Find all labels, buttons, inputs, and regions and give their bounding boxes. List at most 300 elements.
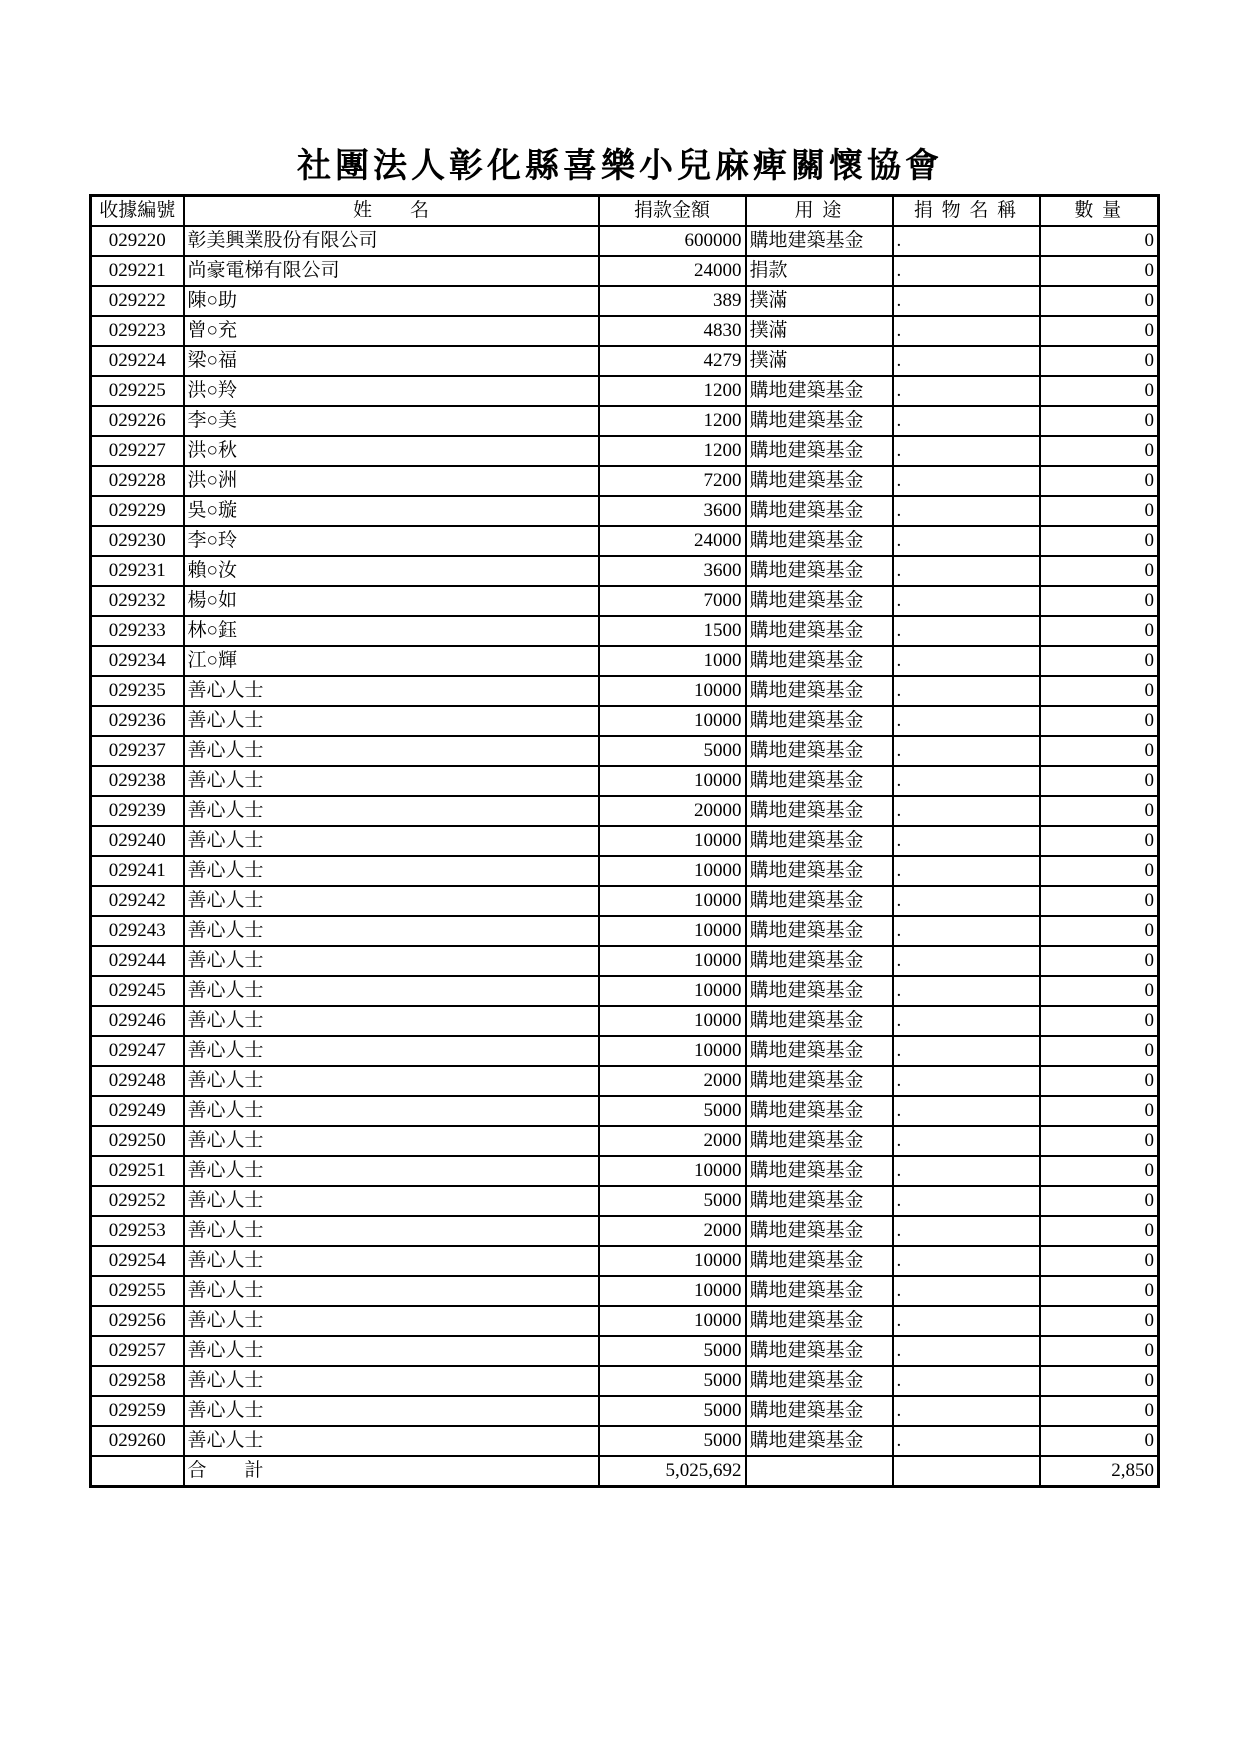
item-name-cell: .	[893, 976, 1040, 1006]
quantity-cell: 0	[1040, 1336, 1159, 1366]
purpose-cell: 撲滿	[746, 316, 893, 346]
amount-cell: 5000	[599, 1426, 746, 1456]
receipt-no-cell: 029254	[91, 1246, 184, 1276]
amount-cell: 1200	[599, 406, 746, 436]
purpose-cell: 購地建築基金	[746, 1396, 893, 1426]
table-row	[91, 1216, 1159, 1246]
purpose-cell: 購地建築基金	[746, 1006, 893, 1036]
header-receipt-no: 收據編號	[91, 196, 184, 227]
item-name-cell: .	[893, 916, 1040, 946]
quantity-cell: 0	[1040, 586, 1159, 616]
quantity-cell: 0	[1040, 226, 1159, 256]
quantity-cell: 0	[1040, 316, 1159, 346]
item-name-cell: .	[893, 376, 1040, 406]
item-name-cell: .	[893, 466, 1040, 496]
name-cell: 善心人士	[184, 1276, 599, 1306]
item-name-cell: .	[893, 1396, 1040, 1426]
amount-cell: 2000	[599, 1216, 746, 1246]
item-name-cell: .	[893, 676, 1040, 706]
table-row	[91, 1126, 1159, 1156]
quantity-cell: 0	[1040, 646, 1159, 676]
receipt-no-cell: 029238	[91, 766, 184, 796]
name-cell: 善心人士	[184, 1306, 599, 1336]
table-row	[91, 1066, 1159, 1096]
table-row	[91, 376, 1159, 406]
item-name-cell: .	[893, 1276, 1040, 1306]
donations-table	[89, 194, 1160, 1488]
table-row	[91, 556, 1159, 586]
amount-cell: 10000	[599, 856, 746, 886]
name-cell: 洪○秋	[184, 436, 599, 466]
quantity-cell: 0	[1040, 736, 1159, 766]
item-name-cell: .	[893, 1306, 1040, 1336]
amount-cell: 10000	[599, 1246, 746, 1276]
quantity-cell: 0	[1040, 1066, 1159, 1096]
purpose-cell: 購地建築基金	[746, 826, 893, 856]
table-row	[91, 1006, 1159, 1036]
quantity-cell: 0	[1040, 1216, 1159, 1246]
receipt-no-cell: 029224	[91, 346, 184, 376]
table-row	[91, 676, 1159, 706]
receipt-no-cell: 029255	[91, 1276, 184, 1306]
amount-cell: 24000	[599, 526, 746, 556]
table-row	[91, 226, 1159, 256]
item-name-cell: .	[893, 1066, 1040, 1096]
table-row	[91, 706, 1159, 736]
receipt-no-cell: 029229	[91, 496, 184, 526]
name-cell: 善心人士	[184, 976, 599, 1006]
purpose-cell: 購地建築基金	[746, 496, 893, 526]
table-row	[91, 976, 1159, 1006]
purpose-cell: 購地建築基金	[746, 1096, 893, 1126]
quantity-cell: 0	[1040, 286, 1159, 316]
amount-cell: 10000	[599, 1006, 746, 1036]
purpose-cell: 購地建築基金	[746, 1366, 893, 1396]
purpose-cell: 購地建築基金	[746, 796, 893, 826]
receipt-no-cell: 029223	[91, 316, 184, 346]
receipt-no-cell: 029235	[91, 676, 184, 706]
amount-cell: 2000	[599, 1126, 746, 1156]
purpose-cell: 購地建築基金	[746, 916, 893, 946]
table-row	[91, 1246, 1159, 1276]
quantity-cell: 0	[1040, 826, 1159, 856]
header-item-name: 捐 物 名 稱	[893, 196, 1040, 227]
table-row	[91, 466, 1159, 496]
name-cell: 曾○充	[184, 316, 599, 346]
amount-cell: 24000	[599, 256, 746, 286]
name-cell: 江○輝	[184, 646, 599, 676]
quantity-cell: 0	[1040, 1096, 1159, 1126]
table-row	[91, 406, 1159, 436]
receipt-no-cell: 029251	[91, 1156, 184, 1186]
purpose-cell: 購地建築基金	[746, 706, 893, 736]
purpose-cell: 購地建築基金	[746, 376, 893, 406]
name-cell: 善心人士	[184, 1246, 599, 1276]
name-cell: 楊○如	[184, 586, 599, 616]
item-name-cell: .	[893, 796, 1040, 826]
purpose-cell: 購地建築基金	[746, 1036, 893, 1066]
table-row	[91, 1096, 1159, 1126]
table-row	[91, 1156, 1159, 1186]
name-cell: 吳○璇	[184, 496, 599, 526]
amount-cell: 10000	[599, 676, 746, 706]
quantity-cell: 0	[1040, 1366, 1159, 1396]
amount-cell: 10000	[599, 1156, 746, 1186]
amount-cell: 1200	[599, 376, 746, 406]
quantity-cell: 0	[1040, 1006, 1159, 1036]
receipt-no-cell: 029244	[91, 946, 184, 976]
receipt-no-cell: 029230	[91, 526, 184, 556]
receipt-no-cell: 029221	[91, 256, 184, 286]
name-cell: 林○鈺	[184, 616, 599, 646]
amount-cell: 3600	[599, 556, 746, 586]
purpose-cell: 購地建築基金	[746, 886, 893, 916]
quantity-cell: 0	[1040, 766, 1159, 796]
item-name-cell: .	[893, 706, 1040, 736]
name-cell: 善心人士	[184, 916, 599, 946]
purpose-cell: 購地建築基金	[746, 646, 893, 676]
name-cell: 善心人士	[184, 706, 599, 736]
purpose-cell: 撲滿	[746, 286, 893, 316]
receipt-no-cell: 029250	[91, 1126, 184, 1156]
item-name-cell: .	[893, 1186, 1040, 1216]
table-row	[91, 1366, 1159, 1396]
amount-cell: 5000	[599, 1396, 746, 1426]
item-name-cell: .	[893, 766, 1040, 796]
quantity-cell: 0	[1040, 976, 1159, 1006]
table-row	[91, 586, 1159, 616]
table-body	[91, 226, 1159, 1456]
purpose-cell: 購地建築基金	[746, 586, 893, 616]
receipt-no-cell: 029226	[91, 406, 184, 436]
table-header-row	[91, 196, 1159, 227]
receipt-no-cell: 029248	[91, 1066, 184, 1096]
name-cell: 善心人士	[184, 1426, 599, 1456]
item-name-cell: .	[893, 256, 1040, 286]
document-title: 社團法人彰化縣喜樂小兒麻痺關懷協會	[297, 146, 943, 186]
receipt-no-cell: 029257	[91, 1336, 184, 1366]
name-cell: 善心人士	[184, 1006, 599, 1036]
receipt-no-cell: 029259	[91, 1396, 184, 1426]
item-name-cell: .	[893, 316, 1040, 346]
receipt-no-cell: 029227	[91, 436, 184, 466]
purpose-cell: 購地建築基金	[746, 556, 893, 586]
item-name-cell: .	[893, 646, 1040, 676]
item-name-cell: .	[893, 1096, 1040, 1126]
amount-cell: 7200	[599, 466, 746, 496]
total-amount: 5,025,692	[599, 1456, 746, 1487]
name-cell: 善心人士	[184, 1366, 599, 1396]
item-name-cell: .	[893, 1246, 1040, 1276]
item-name-cell: .	[893, 286, 1040, 316]
table-row	[91, 1336, 1159, 1366]
amount-cell: 5000	[599, 1336, 746, 1366]
name-cell: 賴○汝	[184, 556, 599, 586]
total-quantity: 2,850	[1040, 1456, 1159, 1487]
item-name-cell: .	[893, 736, 1040, 766]
purpose-cell: 購地建築基金	[746, 766, 893, 796]
item-name-cell: .	[893, 1156, 1040, 1186]
purpose-cell: 購地建築基金	[746, 856, 893, 886]
amount-cell: 2000	[599, 1066, 746, 1096]
name-cell: 善心人士	[184, 766, 599, 796]
purpose-cell: 購地建築基金	[746, 226, 893, 256]
purpose-cell: 捐款	[746, 256, 893, 286]
name-cell: 洪○羚	[184, 376, 599, 406]
receipt-no-cell: 029225	[91, 376, 184, 406]
name-cell: 李○玲	[184, 526, 599, 556]
quantity-cell: 0	[1040, 1186, 1159, 1216]
purpose-cell: 購地建築基金	[746, 616, 893, 646]
quantity-cell: 0	[1040, 346, 1159, 376]
quantity-cell: 0	[1040, 706, 1159, 736]
total-receipt-no	[91, 1456, 184, 1487]
name-cell: 善心人士	[184, 1096, 599, 1126]
item-name-cell: .	[893, 826, 1040, 856]
name-cell: 善心人士	[184, 1336, 599, 1366]
item-name-cell: .	[893, 436, 1040, 466]
receipt-no-cell: 029241	[91, 856, 184, 886]
table-row	[91, 616, 1159, 646]
name-cell: 陳○助	[184, 286, 599, 316]
name-cell: 尚豪電梯有限公司	[184, 256, 599, 286]
purpose-cell: 購地建築基金	[746, 1156, 893, 1186]
total-label: 合 計	[184, 1456, 599, 1487]
quantity-cell: 0	[1040, 616, 1159, 646]
amount-cell: 10000	[599, 976, 746, 1006]
name-cell: 洪○洲	[184, 466, 599, 496]
amount-cell: 10000	[599, 826, 746, 856]
table-row	[91, 856, 1159, 886]
name-cell: 善心人士	[184, 886, 599, 916]
table-row	[91, 1186, 1159, 1216]
receipt-no-cell: 029252	[91, 1186, 184, 1216]
receipt-no-cell: 029240	[91, 826, 184, 856]
amount-cell: 5000	[599, 736, 746, 766]
quantity-cell: 0	[1040, 466, 1159, 496]
table-row	[91, 766, 1159, 796]
table-row	[91, 916, 1159, 946]
table-row	[91, 826, 1159, 856]
receipt-no-cell: 029228	[91, 466, 184, 496]
header-name: 姓 名	[184, 196, 599, 227]
item-name-cell: .	[893, 1366, 1040, 1396]
name-cell: 善心人士	[184, 946, 599, 976]
quantity-cell: 0	[1040, 1036, 1159, 1066]
purpose-cell: 購地建築基金	[746, 526, 893, 556]
purpose-cell: 購地建築基金	[746, 1126, 893, 1156]
header-purpose: 用 途	[746, 196, 893, 227]
quantity-cell: 0	[1040, 1246, 1159, 1276]
table-row	[91, 286, 1159, 316]
quantity-cell: 0	[1040, 1306, 1159, 1336]
quantity-cell: 0	[1040, 1426, 1159, 1456]
item-name-cell: .	[893, 856, 1040, 886]
receipt-no-cell: 029249	[91, 1096, 184, 1126]
table-row	[91, 736, 1159, 766]
quantity-cell: 0	[1040, 556, 1159, 586]
name-cell: 彰美興業股份有限公司	[184, 226, 599, 256]
receipt-no-cell: 029233	[91, 616, 184, 646]
quantity-cell: 0	[1040, 676, 1159, 706]
purpose-cell: 購地建築基金	[746, 736, 893, 766]
quantity-cell: 0	[1040, 256, 1159, 286]
item-name-cell: .	[893, 1336, 1040, 1366]
table-row	[91, 646, 1159, 676]
item-name-cell: .	[893, 1006, 1040, 1036]
item-name-cell: .	[893, 406, 1040, 436]
quantity-cell: 0	[1040, 886, 1159, 916]
amount-cell: 5000	[599, 1366, 746, 1396]
purpose-cell: 購地建築基金	[746, 406, 893, 436]
item-name-cell: .	[893, 226, 1040, 256]
amount-cell: 10000	[599, 1306, 746, 1336]
quantity-cell: 0	[1040, 856, 1159, 886]
total-purpose	[746, 1456, 893, 1487]
amount-cell: 10000	[599, 916, 746, 946]
amount-cell: 1000	[599, 646, 746, 676]
amount-cell: 10000	[599, 706, 746, 736]
receipt-no-cell: 029239	[91, 796, 184, 826]
purpose-cell: 購地建築基金	[746, 1306, 893, 1336]
name-cell: 善心人士	[184, 1186, 599, 1216]
quantity-cell: 0	[1040, 1156, 1159, 1186]
amount-cell: 4279	[599, 346, 746, 376]
item-name-cell: .	[893, 886, 1040, 916]
name-cell: 善心人士	[184, 796, 599, 826]
item-name-cell: .	[893, 526, 1040, 556]
table-row	[91, 346, 1159, 376]
receipt-no-cell: 029245	[91, 976, 184, 1006]
amount-cell: 600000	[599, 226, 746, 256]
header-quantity: 數 量	[1040, 196, 1159, 227]
amount-cell: 5000	[599, 1096, 746, 1126]
amount-cell: 20000	[599, 796, 746, 826]
purpose-cell: 購地建築基金	[746, 1276, 893, 1306]
table-row	[91, 1276, 1159, 1306]
name-cell: 善心人士	[184, 676, 599, 706]
item-name-cell: .	[893, 1126, 1040, 1156]
purpose-cell: 購地建築基金	[746, 1426, 893, 1456]
total-row	[91, 1456, 1159, 1487]
receipt-no-cell: 029253	[91, 1216, 184, 1246]
name-cell: 善心人士	[184, 736, 599, 766]
item-name-cell: .	[893, 616, 1040, 646]
name-cell: 善心人士	[184, 1396, 599, 1426]
amount-cell: 10000	[599, 946, 746, 976]
header-amount: 捐款金額	[599, 196, 746, 227]
amount-cell: 5000	[599, 1186, 746, 1216]
amount-cell: 10000	[599, 766, 746, 796]
item-name-cell: .	[893, 1036, 1040, 1066]
purpose-cell: 購地建築基金	[746, 676, 893, 706]
table-row	[91, 316, 1159, 346]
receipt-no-cell: 029222	[91, 286, 184, 316]
name-cell: 善心人士	[184, 1156, 599, 1186]
amount-cell: 1200	[599, 436, 746, 466]
amount-cell: 4830	[599, 316, 746, 346]
amount-cell: 1500	[599, 616, 746, 646]
name-cell: 善心人士	[184, 1216, 599, 1246]
name-cell: 梁○福	[184, 346, 599, 376]
receipt-no-cell: 029260	[91, 1426, 184, 1456]
purpose-cell: 購地建築基金	[746, 1066, 893, 1096]
quantity-cell: 0	[1040, 1126, 1159, 1156]
amount-cell: 10000	[599, 886, 746, 916]
quantity-cell: 0	[1040, 946, 1159, 976]
amount-cell: 10000	[599, 1276, 746, 1306]
table-row	[91, 256, 1159, 286]
purpose-cell: 購地建築基金	[746, 1216, 893, 1246]
quantity-cell: 0	[1040, 526, 1159, 556]
receipt-no-cell: 029246	[91, 1006, 184, 1036]
item-name-cell: .	[893, 496, 1040, 526]
purpose-cell: 購地建築基金	[746, 1186, 893, 1216]
quantity-cell: 0	[1040, 376, 1159, 406]
amount-cell: 389	[599, 286, 746, 316]
purpose-cell: 購地建築基金	[746, 1336, 893, 1366]
quantity-cell: 0	[1040, 1276, 1159, 1306]
purpose-cell: 購地建築基金	[746, 436, 893, 466]
name-cell: 善心人士	[184, 826, 599, 856]
item-name-cell: .	[893, 346, 1040, 376]
table-row	[91, 1036, 1159, 1066]
amount-cell: 10000	[599, 1036, 746, 1066]
item-name-cell: .	[893, 556, 1040, 586]
receipt-no-cell: 029258	[91, 1366, 184, 1396]
name-cell: 善心人士	[184, 1036, 599, 1066]
purpose-cell: 購地建築基金	[746, 1246, 893, 1276]
name-cell: 善心人士	[184, 1066, 599, 1096]
purpose-cell: 撲滿	[746, 346, 893, 376]
quantity-cell: 0	[1040, 436, 1159, 466]
quantity-cell: 0	[1040, 496, 1159, 526]
table-row	[91, 526, 1159, 556]
item-name-cell: .	[893, 946, 1040, 976]
receipt-no-cell: 029236	[91, 706, 184, 736]
receipt-no-cell: 029237	[91, 736, 184, 766]
receipt-no-cell: 029231	[91, 556, 184, 586]
name-cell: 李○美	[184, 406, 599, 436]
item-name-cell: .	[893, 1216, 1040, 1246]
quantity-cell: 0	[1040, 406, 1159, 436]
item-name-cell: .	[893, 586, 1040, 616]
quantity-cell: 0	[1040, 796, 1159, 826]
name-cell: 善心人士	[184, 856, 599, 886]
receipt-no-cell: 029243	[91, 916, 184, 946]
quantity-cell: 0	[1040, 1396, 1159, 1426]
receipt-no-cell: 029256	[91, 1306, 184, 1336]
total-item	[893, 1456, 1040, 1487]
table-row	[91, 496, 1159, 526]
receipt-no-cell: 029220	[91, 226, 184, 256]
table-row	[91, 886, 1159, 916]
quantity-cell: 0	[1040, 916, 1159, 946]
table-row	[91, 1396, 1159, 1426]
table-row	[91, 1426, 1159, 1456]
amount-cell: 7000	[599, 586, 746, 616]
table-row	[91, 1306, 1159, 1336]
item-name-cell: .	[893, 1426, 1040, 1456]
table-row	[91, 436, 1159, 466]
receipt-no-cell: 029242	[91, 886, 184, 916]
receipt-no-cell: 029247	[91, 1036, 184, 1066]
amount-cell: 3600	[599, 496, 746, 526]
table-row	[91, 946, 1159, 976]
table-row	[91, 796, 1159, 826]
receipt-no-cell: 029234	[91, 646, 184, 676]
purpose-cell: 購地建築基金	[746, 466, 893, 496]
